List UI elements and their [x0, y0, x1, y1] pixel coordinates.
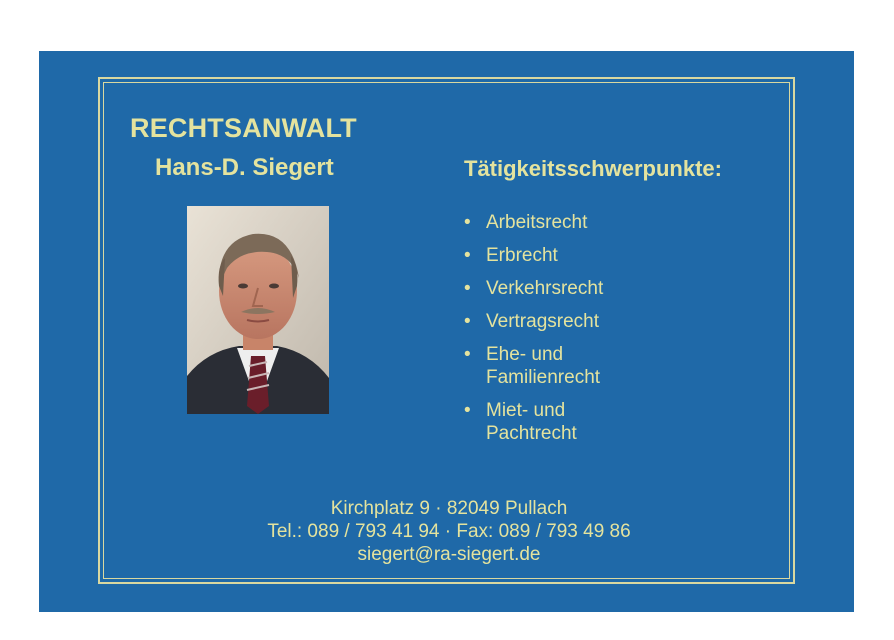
email: siegert@ra-siegert.de: [357, 544, 541, 565]
practice-area-item: [464, 310, 603, 333]
portrait-photo: [187, 206, 329, 414]
bullet-icon: •: [464, 311, 471, 332]
phone-fax: Tel.: 089 / 793 41 94 · Fax: 089 / 793 49 86: [267, 521, 631, 542]
practice-area-label: Vertragsrecht: [486, 311, 599, 332]
practice-area-item: [464, 399, 603, 445]
practice-area-item: [464, 244, 603, 267]
practice-area-item: [464, 343, 603, 389]
practice-area-label: Verkehrsrecht: [486, 278, 604, 299]
contact-block: [139, 497, 759, 566]
lawyer-name: Hans-D. Siegert: [155, 154, 334, 181]
bullet-icon: •: [464, 245, 471, 266]
practice-area-item: [464, 211, 603, 234]
business-card: [39, 51, 854, 612]
bullet-icon: •: [464, 278, 471, 299]
card-title: RECHTSANWALT: [130, 113, 357, 143]
practice-area-label: Miet- und Pachtrecht: [486, 400, 577, 444]
bullet-icon: •: [464, 400, 471, 421]
practice-areas-heading: Tätigkeitsschwerpunkte:: [464, 156, 722, 181]
bullet-icon: •: [464, 212, 471, 233]
practice-area-label: Erbrecht: [486, 245, 558, 266]
portrait-photo-image: [187, 206, 329, 414]
bullet-icon: •: [464, 344, 471, 365]
practice-area-label: Arbeitsrecht: [486, 212, 588, 233]
practice-area-label: Ehe- und Familienrecht: [486, 344, 601, 388]
address: Kirchplatz 9 · 82049 Pullach: [330, 498, 568, 519]
practice-areas-list: [464, 211, 603, 455]
practice-area-item: [464, 277, 603, 300]
